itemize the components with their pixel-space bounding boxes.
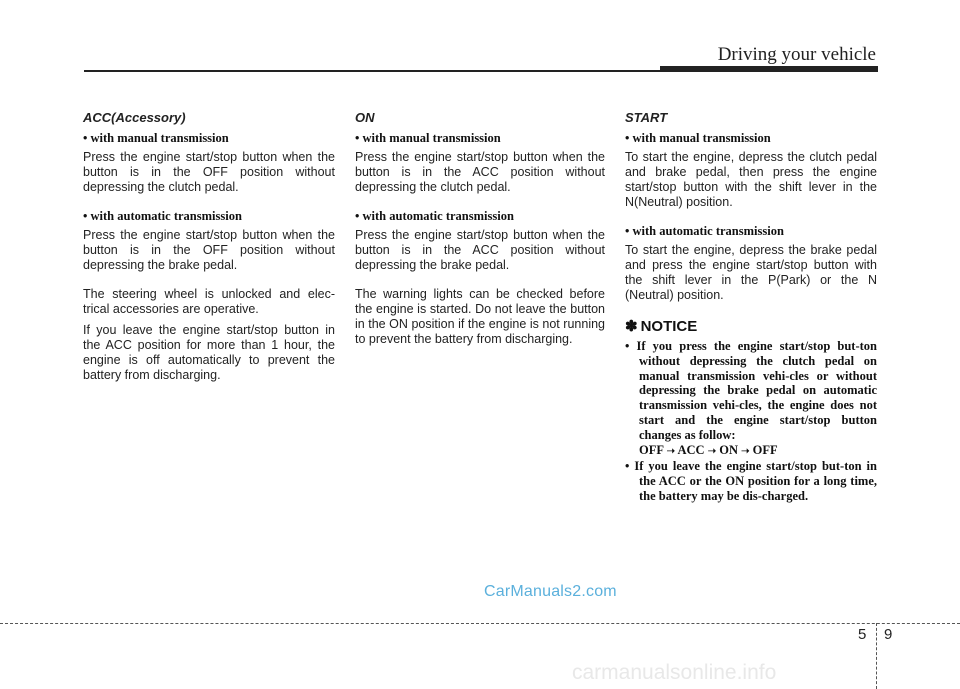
arrow-right-icon: ➝ [666, 445, 676, 457]
asterisk-icon: ✽ [625, 318, 638, 335]
on-title: ON [355, 110, 375, 125]
notice-item-1 [625, 339, 877, 459]
flow-state: OFF [639, 442, 664, 457]
section-header-title: Driving your vehicle [717, 44, 876, 65]
notice-title: NOTICE [640, 317, 698, 335]
chapter-number: 5 [858, 626, 867, 643]
flow-state: ON [719, 442, 738, 457]
acc-manual-text: Press the engine start/stop button when the button is in the OFF position without depressing the clutch pedal. [83, 150, 335, 194]
acc-para-1: The steering wheel is unlocked and elec-trical accessories are operative. [83, 287, 335, 316]
on-column [355, 110, 605, 361]
notice-item-1-text: • If you press the engine start/stop but-ton without depressing the clutch pedal on manual transmission vehi-cles or without depressing the brake pedal on automatic transmission vehi-cles, the engine does not start and the engine start/stop button changes as follow: [625, 339, 877, 442]
start-manual-text: To start the engine, depress the clutch pedal and brake pedal, then press the engine start/stop button with the shift lever in the N(Neutral) position. [625, 150, 877, 209]
footer-divider [0, 623, 960, 624]
on-auto-label: • with automatic transmission [355, 209, 514, 223]
flow-state: OFF [752, 442, 778, 457]
watermark-link[interactable]: CarManuals2.com [484, 583, 617, 600]
notice-heading [625, 317, 877, 335]
acc-manual-label: • with manual transmission [83, 131, 229, 145]
on-auto-text: Press the engine start/stop button when the button is in the ACC position without depressing the brake pedal. [355, 228, 605, 272]
acc-auto-label: • with automatic transmission [83, 209, 242, 223]
state-flow [639, 443, 877, 460]
arrow-right-icon: ➝ [707, 445, 717, 457]
flow-state: ACC [677, 442, 705, 457]
start-title: START [625, 110, 668, 125]
start-column [625, 110, 877, 504]
acc-title: ACC(Accessory) [83, 110, 186, 125]
on-manual-text: Press the engine start/stop button when the button is in the ACC position without depressing the clutch pedal. [355, 150, 605, 194]
on-manual-label: • with manual transmission [355, 131, 501, 145]
footer-brand-watermark: carmanualsonline.info [572, 661, 777, 684]
acc-column [83, 110, 335, 397]
acc-auto-text: Press the engine start/stop button when the button is in the OFF position without depressing the brake pedal. [83, 228, 335, 272]
footer-vertical-divider [876, 623, 877, 689]
arrow-right-icon: ➝ [741, 445, 750, 457]
start-auto-label: • with automatic transmission [625, 224, 784, 238]
acc-para-2: If you leave the engine start/stop button in the ACC position for more than 1 hour, the engine is off automatically to prevent the battery from discharging. [83, 323, 335, 382]
header-rule-thick [660, 66, 878, 72]
header-rule [84, 70, 664, 72]
start-manual-label: • with manual transmission [625, 131, 771, 145]
notice-item-2: • If you leave the engine start/stop but-ton in the ACC or the ON position for a long time, the battery may be dis-charged. [625, 459, 877, 503]
start-auto-text: To start the engine, depress the brake pedal and press the engine start/stop button with the shift lever in the P(Park) or the N (Neutral) position. [625, 243, 877, 302]
page-number: 9 [884, 626, 893, 643]
on-para-1: The warning lights can be checked before the engine is started. Do not leave the button in the ON position if the engine is not running to prevent the battery from discharging. [355, 287, 605, 346]
